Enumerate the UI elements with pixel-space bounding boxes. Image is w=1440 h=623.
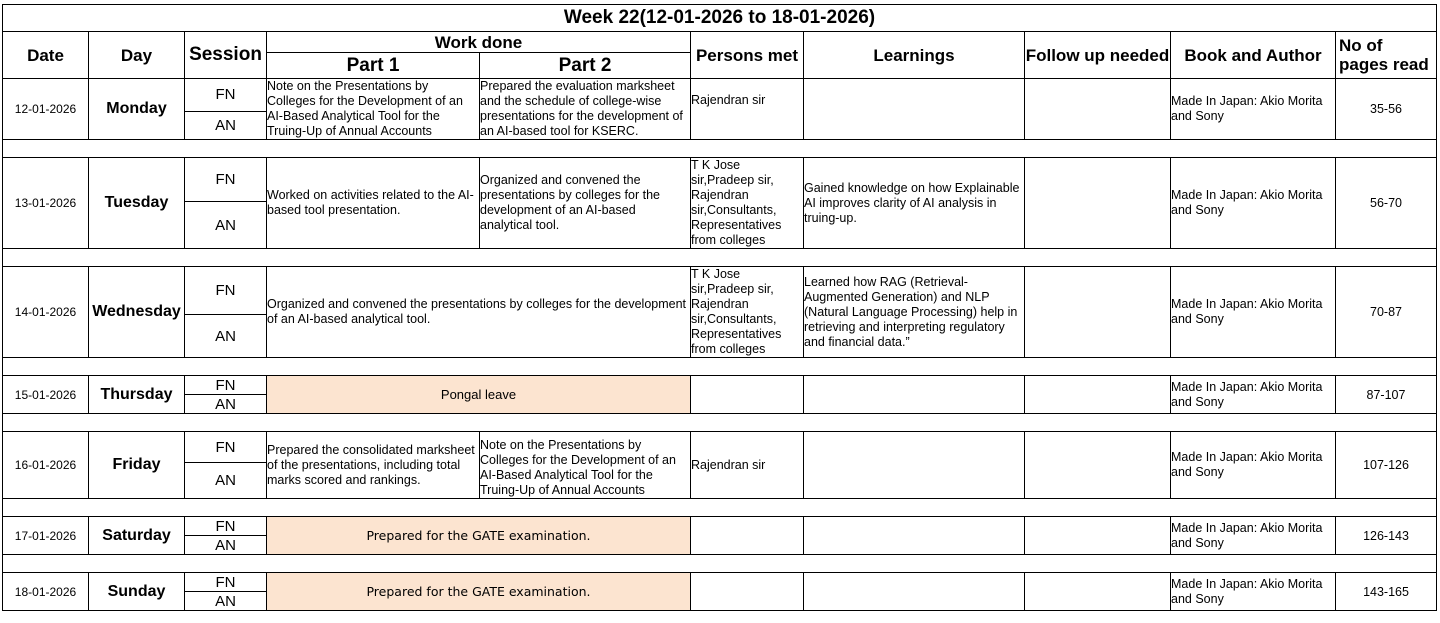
header-learnings: Learnings bbox=[804, 32, 1025, 79]
header-session: Session bbox=[185, 32, 267, 79]
leave-cell: Pongal leave bbox=[267, 376, 691, 414]
row-date: 18-01-2026 bbox=[3, 573, 89, 611]
persons-cell bbox=[691, 376, 804, 414]
work-done-cell: Organized and convened the presentations by colleges for the development of an AI-based analytical tool. bbox=[267, 267, 691, 358]
part2-cell: Organized and convened the presentations by colleges for the development of an AI-based analytical tool. bbox=[480, 158, 691, 249]
book-cell: Made In Japan: Akio Morita and Sony bbox=[1171, 376, 1336, 414]
row-spacer bbox=[3, 414, 1437, 432]
persons-cell: Rajendran sir bbox=[691, 432, 804, 499]
row-spacer bbox=[3, 249, 1437, 267]
session-an: AN bbox=[185, 536, 267, 555]
follow-up-cell bbox=[1025, 376, 1171, 414]
header-persons-met: Persons met bbox=[691, 32, 804, 79]
book-cell: Made In Japan: Akio Morita and Sony bbox=[1171, 573, 1336, 611]
persons-cell: T K Jose sir,Pradeep sir, Rajendran sir,Consultants, Representatives from colleges bbox=[691, 267, 804, 358]
row-date: 16-01-2026 bbox=[3, 432, 89, 499]
pages-cell: 126-143 bbox=[1336, 517, 1437, 555]
row-date: 13-01-2026 bbox=[3, 158, 89, 249]
row-spacer bbox=[3, 499, 1437, 517]
pages-cell: 35-56 bbox=[1336, 79, 1437, 140]
row-spacer bbox=[3, 358, 1437, 376]
book-cell: Made In Japan: Akio Morita and Sony bbox=[1171, 267, 1336, 358]
pages-cell: 143-165 bbox=[1336, 573, 1437, 611]
header-part2: Part 2 bbox=[480, 53, 691, 79]
header-day: Day bbox=[89, 32, 185, 79]
session-fn: FN bbox=[185, 432, 267, 463]
session-an: AN bbox=[185, 202, 267, 249]
row-date: 17-01-2026 bbox=[3, 517, 89, 555]
learnings-cell bbox=[804, 376, 1025, 414]
session-fn: FN bbox=[185, 573, 267, 592]
part1-cell: Note on the Presentations by Colleges for the Development of an AI-Based Analytical Tool for the Truing-Up of Annual Accounts bbox=[267, 79, 480, 140]
header-pages-read: No of pages read bbox=[1336, 32, 1437, 79]
row-day: Friday bbox=[89, 432, 185, 499]
header-work-done: Work done bbox=[267, 32, 691, 53]
part2-cell: Prepared the evaluation marksheet and the schedule of college-wise presentations for the development of an AI-based tool for KSERC. bbox=[480, 79, 691, 140]
learnings-cell: Gained knowledge on how Explainable AI improves clarity of AI analysis in truing-up. bbox=[804, 158, 1025, 249]
session-an: AN bbox=[185, 315, 267, 358]
persons-cell bbox=[691, 573, 804, 611]
row-spacer bbox=[3, 555, 1437, 573]
follow-up-cell bbox=[1025, 267, 1171, 358]
learnings-cell bbox=[804, 517, 1025, 555]
header-book-author: Book and Author bbox=[1171, 32, 1336, 79]
follow-up-cell bbox=[1025, 79, 1171, 140]
part1-cell: Prepared the consolidated marksheet of the presentations, including total marks scored and rankings. bbox=[267, 432, 480, 499]
gate-prep-cell: Prepared for the GATE examination. bbox=[267, 517, 691, 555]
part2-cell: Note on the Presentations by Colleges for the Development of an AI-Based Analytical Tool for the Truing-Up of Annual Accounts bbox=[480, 432, 691, 499]
pages-cell: 107-126 bbox=[1336, 432, 1437, 499]
session-fn: FN bbox=[185, 376, 267, 395]
row-date: 12-01-2026 bbox=[3, 79, 89, 140]
learnings-cell bbox=[804, 573, 1025, 611]
weekly-log-table bbox=[2, 4, 1437, 611]
session-an: AN bbox=[185, 592, 267, 611]
row-day: Thursday bbox=[89, 376, 185, 414]
part1-cell: Worked on activities related to the AI-based tool presentation. bbox=[267, 158, 480, 249]
book-cell: Made In Japan: Akio Morita and Sony bbox=[1171, 79, 1336, 140]
pages-cell: 70-87 bbox=[1336, 267, 1437, 358]
follow-up-cell bbox=[1025, 573, 1171, 611]
row-day: Tuesday bbox=[89, 158, 185, 249]
row-day: Wednesday bbox=[89, 267, 185, 358]
persons-cell: Rajendran sir bbox=[691, 79, 804, 140]
persons-cell: T K Jose sir,Pradeep sir, Rajendran sir,Consultants, Representatives from colleges bbox=[691, 158, 804, 249]
persons-cell bbox=[691, 517, 804, 555]
follow-up-cell bbox=[1025, 432, 1171, 499]
learnings-cell: Learned how RAG (Retrieval-Augmented Generation) and NLP (Natural Language Processing) help in retrieving and interpreting regulatory and financial data.” bbox=[804, 267, 1025, 358]
follow-up-cell bbox=[1025, 517, 1171, 555]
book-cell: Made In Japan: Akio Morita and Sony bbox=[1171, 158, 1336, 249]
row-date: 14-01-2026 bbox=[3, 267, 89, 358]
learnings-cell bbox=[804, 432, 1025, 499]
pages-cell: 56-70 bbox=[1336, 158, 1437, 249]
header-part1: Part 1 bbox=[267, 53, 480, 79]
row-spacer bbox=[3, 140, 1437, 158]
row-day: Saturday bbox=[89, 517, 185, 555]
row-date: 15-01-2026 bbox=[3, 376, 89, 414]
learnings-cell bbox=[804, 79, 1025, 140]
header-date: Date bbox=[3, 32, 89, 79]
header-follow-up: Follow up needed bbox=[1025, 32, 1171, 79]
session-an: AN bbox=[185, 111, 267, 139]
session-fn: FN bbox=[185, 267, 267, 315]
row-day: Monday bbox=[89, 79, 185, 140]
session-an: AN bbox=[185, 463, 267, 499]
session-fn: FN bbox=[185, 158, 267, 202]
follow-up-cell bbox=[1025, 158, 1171, 249]
gate-prep-cell: Prepared for the GATE examination. bbox=[267, 573, 691, 611]
book-cell: Made In Japan: Akio Morita and Sony bbox=[1171, 432, 1336, 499]
week-title: Week 22(12-01-2026 to 18-01-2026) bbox=[3, 5, 1437, 32]
row-day: Sunday bbox=[89, 573, 185, 611]
book-cell: Made In Japan: Akio Morita and Sony bbox=[1171, 517, 1336, 555]
pages-cell: 87-107 bbox=[1336, 376, 1437, 414]
session-an: AN bbox=[185, 395, 267, 414]
session-fn: FN bbox=[185, 517, 267, 536]
session-fn: FN bbox=[185, 79, 267, 112]
